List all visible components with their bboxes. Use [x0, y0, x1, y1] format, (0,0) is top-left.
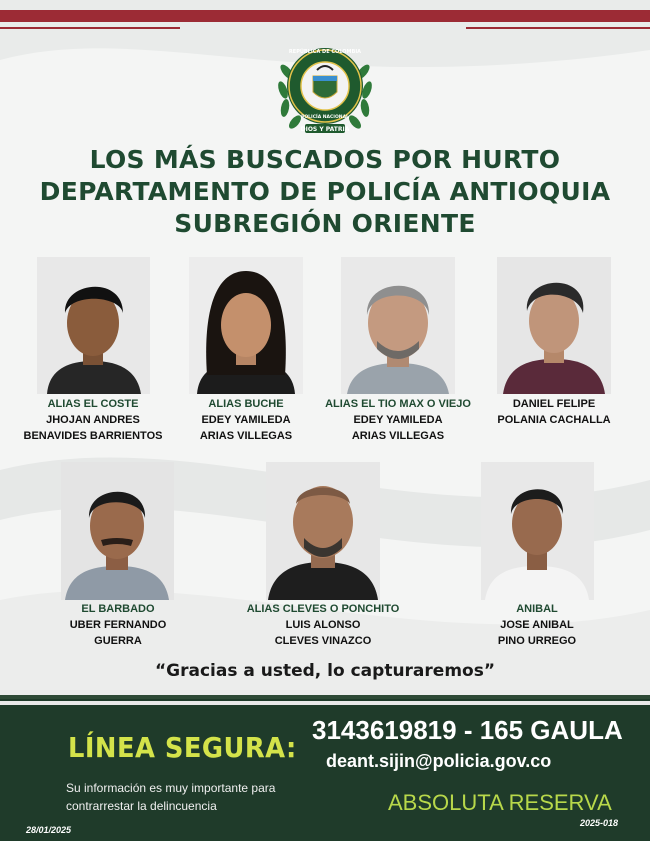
suspect-caption	[454, 396, 650, 428]
suspect-name-last: CLEVES VINAZCO	[274, 635, 372, 647]
mugshot-photo	[189, 257, 303, 394]
title-line-3: SUBREGIÓN ORIENTE	[174, 209, 476, 238]
issue-date: 28/01/2025	[26, 825, 72, 835]
suspect-name-first: JOSE ANIBAL	[500, 619, 574, 631]
document-code: 2025-018	[580, 818, 619, 828]
hotline-label: LÍNEA SEGURA:	[68, 731, 297, 764]
suspect-name-last: POLANIA CACHALLA	[497, 414, 611, 426]
suspect-name-first: UBER FERNANDO	[69, 619, 167, 631]
suspect-name-first: EDEY YAMILEDA	[353, 414, 443, 426]
suspect-name-last: PINO URREGO	[497, 635, 577, 647]
phone-number[interactable]: 3143619819 - 165 GAULA	[312, 715, 623, 745]
emblem-bottom-text: POLICÍA NACIONAL	[301, 115, 349, 120]
mugshot-photo	[341, 257, 455, 394]
suspect-name-first: JHOJAN ANDRES	[46, 414, 140, 426]
info-text: Su información es muy importante para contrarrestar la delincuencia	[66, 781, 276, 813]
confidentiality-label: ABSOLUTA RESERVA	[388, 790, 612, 815]
suspect-caption	[223, 601, 423, 649]
top-line-left	[0, 27, 180, 29]
suspect-alias: ALIAS EL TIO MAX O VIEJO	[325, 398, 471, 410]
page-title	[0, 144, 650, 240]
top-stripe	[0, 10, 650, 22]
thanks-slogan: “Gracias a usted, lo capturaremos”	[154, 661, 496, 681]
mugshot-photo	[37, 257, 150, 394]
suspect-name-first: DANIEL FELIPE	[512, 398, 596, 410]
suspect-name-first: EDEY YAMILEDA	[201, 414, 291, 426]
suspect-caption	[18, 601, 218, 649]
suspect-alias: ALIAS BUCHE	[208, 398, 284, 410]
mugshot-photo	[266, 462, 380, 600]
mugshot-photo	[497, 257, 611, 394]
title-line-2: DEPARTAMENTO DE POLICÍA ANTIOQUIA	[39, 177, 611, 206]
suspect-name-last: BENAVIDES BARRIENTOS	[23, 430, 163, 442]
suspect-caption	[437, 601, 637, 649]
mugshot-photo	[61, 462, 174, 600]
suspect-alias: ANIBAL	[516, 603, 558, 615]
suspect-alias: ALIAS CLEVES O PONCHITO	[246, 603, 400, 615]
suspect-alias: ALIAS EL COSTE	[47, 398, 139, 410]
contact-footer	[0, 695, 650, 841]
title-line-1: LOS MÁS BUSCADOS POR HURTO	[89, 145, 561, 174]
mugshot-photo	[481, 462, 594, 600]
suspect-name-last: ARIAS VILLEGAS	[199, 430, 293, 442]
top-line-right	[466, 27, 650, 29]
suspect-name-last: GUERRA	[94, 635, 142, 647]
police-emblem-logo	[273, 38, 377, 138]
suspect-name-first: LUIS ALONSO	[285, 619, 361, 631]
suspect-alias: EL BARBADO	[81, 603, 155, 615]
suspect-name-last: ARIAS VILLEGAS	[351, 430, 445, 442]
emblem-ring-text: REPÚBLICA DE COLOMBIA	[288, 49, 362, 55]
footer-top-line	[0, 695, 650, 699]
footer-stripe	[0, 701, 650, 705]
emblem-motto: DIOS Y PATRIA	[300, 126, 350, 133]
email-link[interactable]: deant.sijin@policia.gov.co	[326, 751, 552, 771]
